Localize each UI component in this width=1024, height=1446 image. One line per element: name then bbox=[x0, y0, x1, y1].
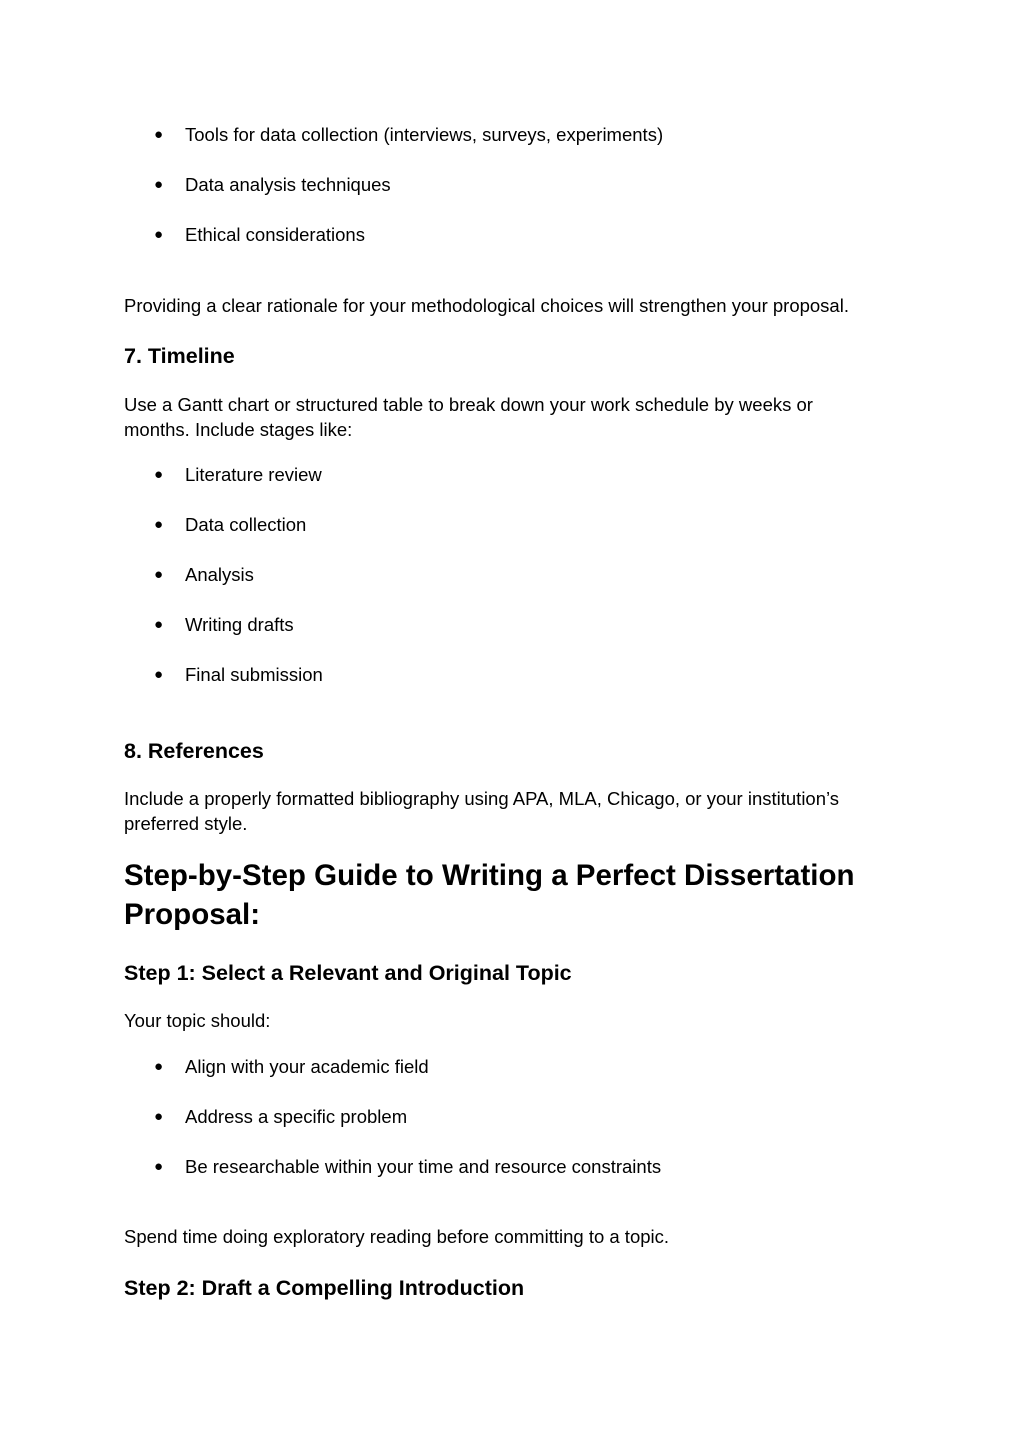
list-item bbox=[154, 122, 663, 147]
bullet-icon: ● bbox=[154, 126, 164, 143]
list-item bbox=[154, 462, 322, 487]
list-item-text: Data collection bbox=[185, 514, 307, 535]
bullet-icon: ● bbox=[154, 176, 164, 193]
step1-heading: Step 1: Select a Relevant and Original Topic bbox=[124, 961, 572, 985]
list-item-text: Address a specific problem bbox=[185, 1106, 408, 1127]
list-item-text: Tools for data collection (interviews, surveys, experiments) bbox=[185, 124, 664, 145]
list-item bbox=[154, 1054, 429, 1079]
bullet-icon: ● bbox=[154, 666, 164, 683]
list-item bbox=[154, 512, 306, 537]
bullet-icon: ● bbox=[154, 566, 164, 583]
bullet-icon: ● bbox=[154, 616, 164, 633]
bullet-icon: ● bbox=[154, 466, 164, 483]
list-item-text: Analysis bbox=[185, 564, 254, 585]
bullet-icon: ● bbox=[154, 1108, 164, 1125]
bullet-icon: ● bbox=[154, 516, 164, 533]
guide-title-line2: Proposal: bbox=[124, 898, 261, 931]
list-item-text: Ethical considerations bbox=[185, 224, 365, 245]
references-line1: Include a properly formatted bibliography using APA, MLA, Chicago, or your institution’s bbox=[124, 788, 840, 809]
list-item bbox=[154, 172, 391, 197]
guide-title-line1: Step-by-Step Guide to Writing a Perfect Dissertation bbox=[124, 859, 855, 892]
section-heading-references: 8. References bbox=[124, 739, 264, 763]
references-line2: preferred style. bbox=[124, 813, 248, 834]
timeline-intro-line1: Use a Gantt chart or structured table to break down your work schedule by weeks or bbox=[124, 394, 813, 415]
list-item-text: Be researchable within your time and resource constraints bbox=[185, 1156, 662, 1177]
bullet-icon: ● bbox=[154, 226, 164, 243]
list-item bbox=[154, 562, 254, 587]
list-item bbox=[154, 222, 365, 247]
list-item bbox=[154, 1154, 661, 1179]
list-item bbox=[154, 1104, 407, 1129]
section-heading-timeline: 7. Timeline bbox=[124, 344, 235, 368]
list-item-text: Writing drafts bbox=[185, 614, 294, 635]
bullet-icon: ● bbox=[154, 1058, 164, 1075]
step2-heading: Step 2: Draft a Compelling Introduction bbox=[124, 1276, 525, 1300]
methods-paragraph: Providing a clear rationale for your methodological choices will strengthen your proposal. bbox=[124, 295, 849, 316]
list-item-text: Final submission bbox=[185, 664, 323, 685]
step1-outro: Spend time doing exploratory reading before committing to a topic. bbox=[124, 1226, 670, 1247]
list-item bbox=[154, 662, 323, 687]
list-item-text: Literature review bbox=[185, 464, 322, 485]
timeline-intro-line2: months. Include stages like: bbox=[124, 419, 353, 440]
list-item-text: Align with your academic field bbox=[185, 1056, 429, 1077]
step1-intro: Your topic should: bbox=[124, 1010, 271, 1031]
list-item-text: Data analysis techniques bbox=[185, 174, 391, 195]
list-item bbox=[154, 612, 294, 637]
bullet-icon: ● bbox=[154, 1158, 164, 1175]
